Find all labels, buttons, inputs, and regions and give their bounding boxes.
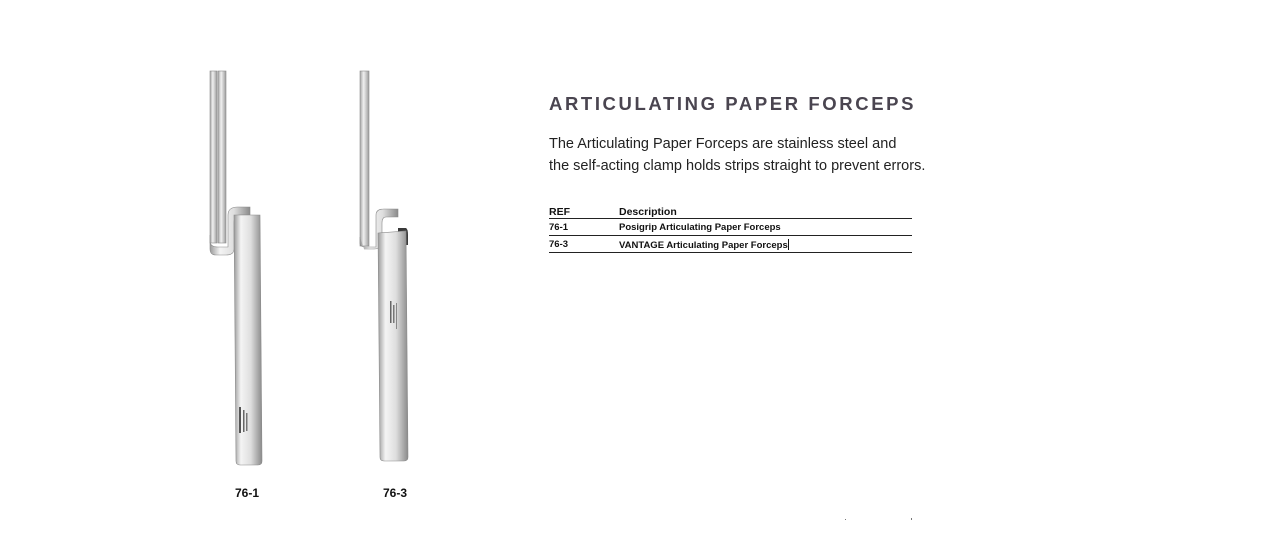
ref-column-header: REF <box>549 205 619 219</box>
row-ref: 76-1 <box>549 219 619 236</box>
reference-table <box>549 205 912 253</box>
product-ref-caption: 76-3 <box>382 486 408 500</box>
section-title: ARTICULATING PAPER FORCEPS <box>549 93 917 114</box>
text-cursor <box>788 239 789 250</box>
forceps-76-3-image <box>350 65 430 470</box>
row-description: VANTAGE Articulating Paper Forceps <box>619 239 788 251</box>
description-line-1: The Articulating Paper Forceps are stainless steel and <box>549 136 897 152</box>
table-row <box>549 219 912 236</box>
row-ref: 76-3 <box>549 236 619 253</box>
row-description-cell[interactable] <box>619 236 912 253</box>
forceps-76-1-image <box>200 65 280 470</box>
artifact-dot <box>845 519 846 520</box>
row-description: Posigrip Articulating Paper Forceps <box>619 219 912 236</box>
table-row <box>549 236 912 253</box>
artifact-dot <box>911 518 912 520</box>
table-header-row <box>549 205 912 219</box>
description-line-2: the self-acting clamp holds strips straight to prevent errors. <box>549 158 926 174</box>
product-ref-caption: 76-1 <box>234 486 260 500</box>
description-column-header: Description <box>619 205 912 219</box>
section-description <box>549 133 929 177</box>
